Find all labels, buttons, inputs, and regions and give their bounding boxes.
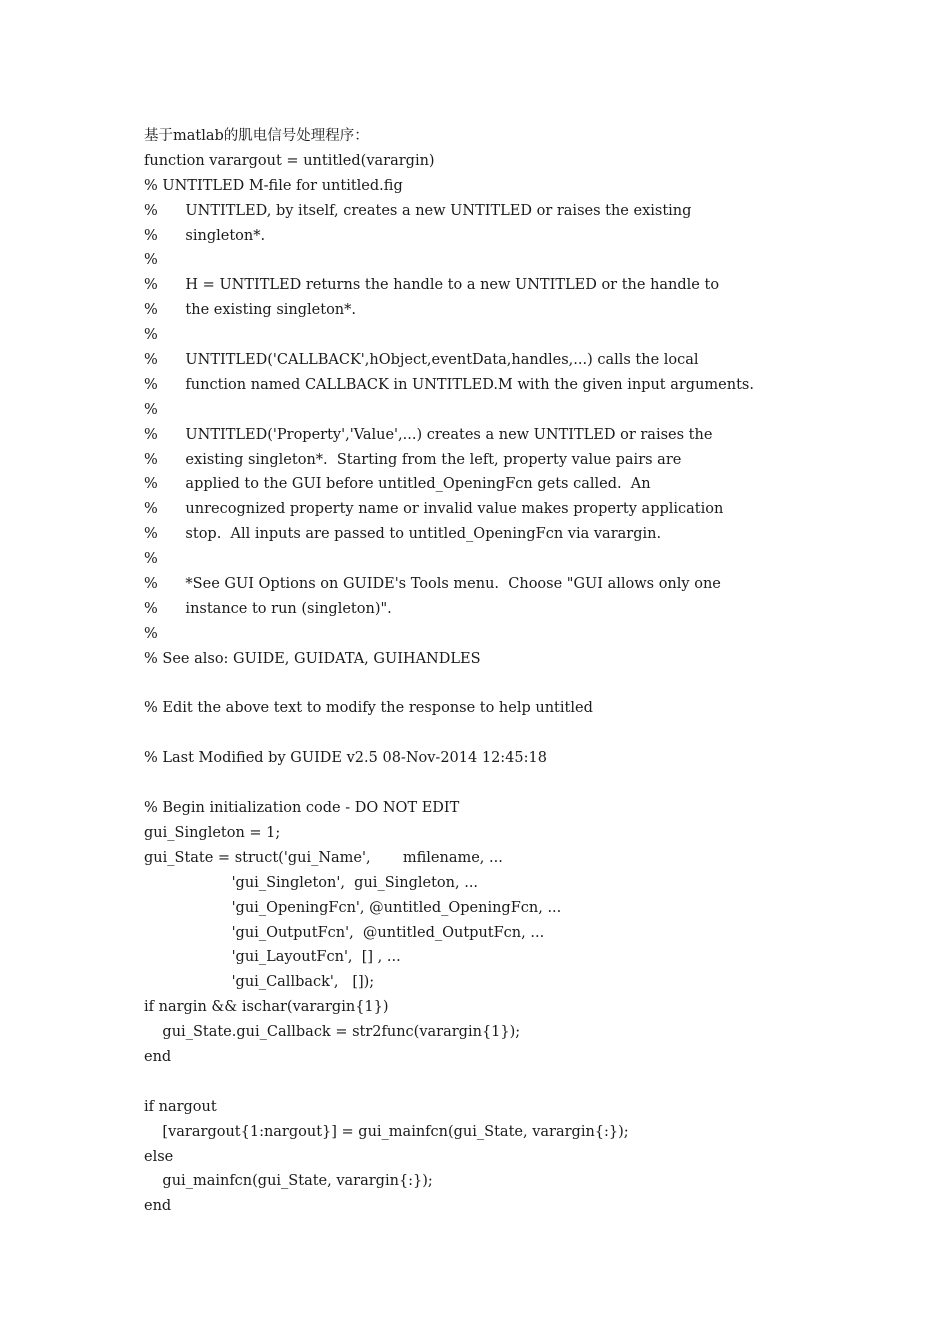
- comment-line: % *See GUI Options on GUIDE's Tools menu. Choose "GUI allows only one: [144, 576, 721, 593]
- blank-line: [144, 1070, 924, 1095]
- comment-line: % Last Modified by GUIDE v2.5 08-Nov-2014 12:45:18: [144, 750, 547, 767]
- comment-line: % stop. All inputs are passed to untitled_OpeningFcn via varargin.: [144, 526, 662, 543]
- code-line: 'gui_Singleton', gui_Singleton, ...: [144, 874, 479, 891]
- code-line: end: [144, 1198, 172, 1215]
- code-listing: [144, 124, 924, 1219]
- code-line: end: [144, 1048, 172, 1065]
- comment-line: % UNTITLED, by itself, creates a new UNTITLED or raises the existing: [144, 202, 692, 219]
- comment-line: % Begin initialization code - DO NOT EDIT: [144, 800, 460, 817]
- code-line: function varargout = untitled(varargin): [144, 152, 435, 169]
- comment-line: %: [144, 327, 158, 344]
- blank-line: [144, 771, 924, 796]
- document-heading: 基于matlab的肌电信号处理程序：: [144, 128, 369, 144]
- comment-line: %: [144, 551, 158, 568]
- comment-line: % existing singleton*. Starting from the left, property value pairs are: [144, 451, 682, 468]
- code-line: gui_State = struct('gui_Name', mfilename, ...: [144, 849, 503, 866]
- comment-line: % function named CALLBACK in UNTITLED.M with the given input arguments.: [144, 376, 754, 393]
- code-line: gui_mainfcn(gui_State, varargin{:});: [144, 1173, 433, 1190]
- code-line: [varargout{1:nargout}] = gui_mainfcn(gui_State, varargin{:});: [144, 1123, 629, 1140]
- code-line: if nargout: [144, 1098, 217, 1115]
- blank-line: [144, 672, 924, 697]
- code-line: 'gui_Callback', []);: [144, 974, 375, 991]
- comment-line: % UNTITLED('Property','Value',...) creates a new UNTITLED or raises the: [144, 426, 713, 443]
- code-line: 'gui_OpeningFcn', @untitled_OpeningFcn, ...: [144, 899, 562, 916]
- comment-line: % applied to the GUI before untitled_OpeningFcn gets called. An: [144, 476, 651, 493]
- comment-line: %: [144, 252, 158, 269]
- comment-line: % H = UNTITLED returns the handle to a new UNTITLED or the handle to: [144, 277, 720, 294]
- comment-line: % instance to run (singleton)".: [144, 600, 392, 617]
- comment-line: % UNTITLED M-file for untitled.fig: [144, 177, 403, 194]
- comment-line: % the existing singleton*.: [144, 302, 356, 319]
- comment-line: % UNTITLED('CALLBACK',hObject,eventData,handles,...) calls the local: [144, 352, 699, 369]
- comment-line: % unrecognized property name or invalid value makes property application: [144, 501, 724, 518]
- code-line: if nargin && ischar(varargin{1}): [144, 999, 389, 1016]
- blank-line: [144, 721, 924, 746]
- comment-line: %: [144, 401, 158, 418]
- code-line: 'gui_OutputFcn', @untitled_OutputFcn, ...: [144, 924, 545, 941]
- comment-line: % singleton*.: [144, 227, 266, 244]
- comment-line: % Edit the above text to modify the response to help untitled: [144, 700, 593, 717]
- code-line: 'gui_LayoutFcn', [] , ...: [144, 949, 401, 966]
- comment-line: % See also: GUIDE, GUIDATA, GUIHANDLES: [144, 650, 481, 667]
- code-line: gui_State.gui_Callback = str2func(varargin{1});: [144, 1024, 521, 1041]
- code-line: gui_Singleton = 1;: [144, 824, 281, 841]
- comment-line: %: [144, 625, 158, 642]
- code-line: else: [144, 1148, 174, 1165]
